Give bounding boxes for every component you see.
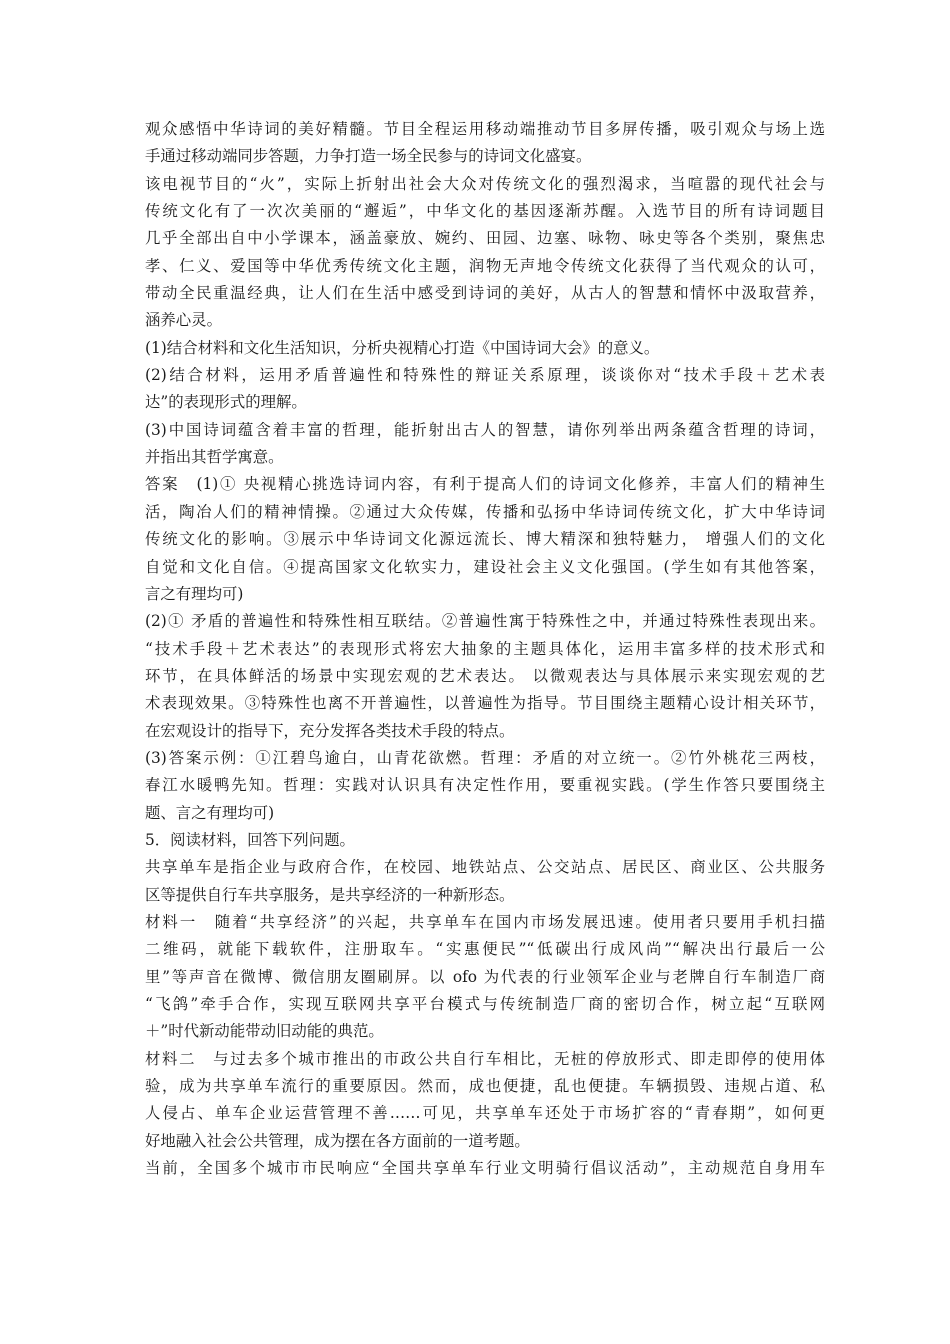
material-one: 材料一 随着“共享经济”的兴起，共享单车在国内市场发展迅速。使用者只要用手机扫描: [145, 912, 825, 931]
answer-2: (2)① 矛盾的普遍性和特殊性相互联结。②普遍性寓于特殊性之中，并通过特殊性表现出来。: [145, 612, 825, 631]
text-line: 几乎全部出自中小学课本，涵盖豪放、婉约、田园、边塞、咏物、咏史等各个类别，聚焦忠: [145, 229, 825, 248]
question-2: (2)结合材料，运用矛盾普遍性和特殊性的辩证关系原理，谈谈你对“技术手段＋艺术表: [145, 366, 825, 385]
material-two: 材料二 与过去多个城市推出的市政公共自行车相比，无桩的停放形式、即走即停的使用体: [145, 1049, 825, 1068]
text-line: 区等提供自行车共享服务，是共享经济的一种新形态。: [145, 885, 515, 904]
question-1: (1)结合材料和文化生活知识，分析央视精心打造《中国诗词大会》的意义。: [145, 338, 660, 357]
question-5-heading: 5．阅读材料，回答下列问题。: [145, 830, 355, 849]
text-line: 二维码，就能下载软件，注册取车。“实惠便民”“低碳出行成风尚”“解决出行最后一公: [145, 940, 825, 959]
text-line: 活，陶冶人们的精神情操。②通过大众传媒，传播和弘扬中华诗词传统文化，扩大中华诗词: [145, 502, 825, 521]
text-line: 在宏观设计的指导下，充分发挥各类技术手段的特点。: [145, 721, 515, 740]
text-line: 带动全民重温经典，让人们在生活中感受到诗词的美好，从古人的智慧和情怀中汲取营养，: [145, 284, 825, 303]
text-line: 涵养心灵。: [145, 311, 222, 330]
text-line: 传统文化的影响。③展示中华诗词文化源远流长、博大精深和独特魅力， 增强人们的文化: [145, 530, 825, 549]
document-body: [145, 116, 825, 1182]
text-line: 该电视节目的“火”，实际上折射出社会大众对传统文化的强烈渴求，当喧嚣的现代社会与: [145, 174, 825, 193]
text-line: 当前，全国多个城市市民响应“全国共享单车行业文明骑行倡议活动”，主动规范自身用车: [145, 1159, 825, 1178]
answer-heading: 答案 (1)① 央视精心挑选诗词内容，有利于提高人们的诗词文化修养，丰富人们的精神生: [145, 475, 825, 494]
answer-3: (3)答案示例：①江碧鸟逾白，山青花欲燃。哲理：矛盾的对立统一。②竹外桃花三两枝，: [145, 748, 825, 767]
text-line: 并指出其哲学寓意。: [145, 448, 284, 467]
text-line: 共享单车是指企业与政府合作，在校园、地铁站点、公交站点、居民区、商业区、公共服务: [145, 858, 825, 877]
text-line: 言之有理均可): [145, 584, 244, 603]
text-line: 题、言之有理均可): [145, 803, 275, 822]
text-line: 好地融入社会公共管理，成为摆在各方面前的一道考题。: [145, 1131, 530, 1150]
text-line: 孝、仁义、爱国等中华优秀传统文化主题，润物无声地令传统文化获得了当代观众的认可，: [145, 256, 825, 275]
text-line: 手通过移动端同步答题，力争打造一场全民参与的诗词文化盛宴。: [145, 147, 592, 166]
text-line: 传统文化有了一次次美丽的“邂逅”，中华文化的基因逐渐苏醒。入选节目的所有诗词题目: [145, 202, 825, 221]
text-line: 环节，在具体鲜活的场景中实现宏观的艺术表达。 以微观表达与具体展示来实现宏观的艺: [145, 666, 825, 685]
text-line: 验，成为共享单车流行的重要原因。然而，成也便捷，乱也便捷。车辆损毁、违规占道、私: [145, 1077, 825, 1096]
text-line: “技术手段＋艺术表达”的表现形式将宏大抽象的主题具体化，运用丰富多样的技术形式和: [145, 639, 825, 658]
text-line: 达”的表现形式的理解。: [145, 393, 307, 412]
text-line: 术表现效果。③特殊性也离不开普遍性，以普遍性为指导。节目围绕主题精心设计相关环节，: [145, 694, 825, 713]
text-line: 春江水暖鸭先知。哲理：实践对认识具有决定性作用，要重视实践。(学生作答只要围绕主: [145, 776, 825, 795]
text-line: “飞鸽”牵手合作，实现互联网共享平台模式与传统制造厂商的密切合作，树立起“互联网: [145, 995, 825, 1013]
text-line: 人侵占、单车企业运营管理不善……可见，共享单车还处于市场扩容的“青春期”，如何更: [145, 1104, 825, 1123]
question-3: (3)中国诗词蕴含着丰富的哲理，能折射出古人的智慧，请你列举出两条蕴含哲理的诗词，: [145, 420, 825, 439]
text-line: 自觉和文化自信。④提高国家文化软实力，建设社会主义文化强国。(学生如有其他答案，: [145, 557, 825, 576]
text-line: ＋”时代新动能带动旧动能的典范。: [145, 1022, 384, 1041]
text-line: 观众感悟中华诗词的美好精髓。节目全程运用移动端推动节目多屏传播，吸引观众与场上选: [145, 120, 825, 138]
text-line: 里”等声音在微博、微信朋友圈刷屏。以 ofo 为代表的行业领军企业与老牌自行车制造厂商: [145, 967, 825, 986]
